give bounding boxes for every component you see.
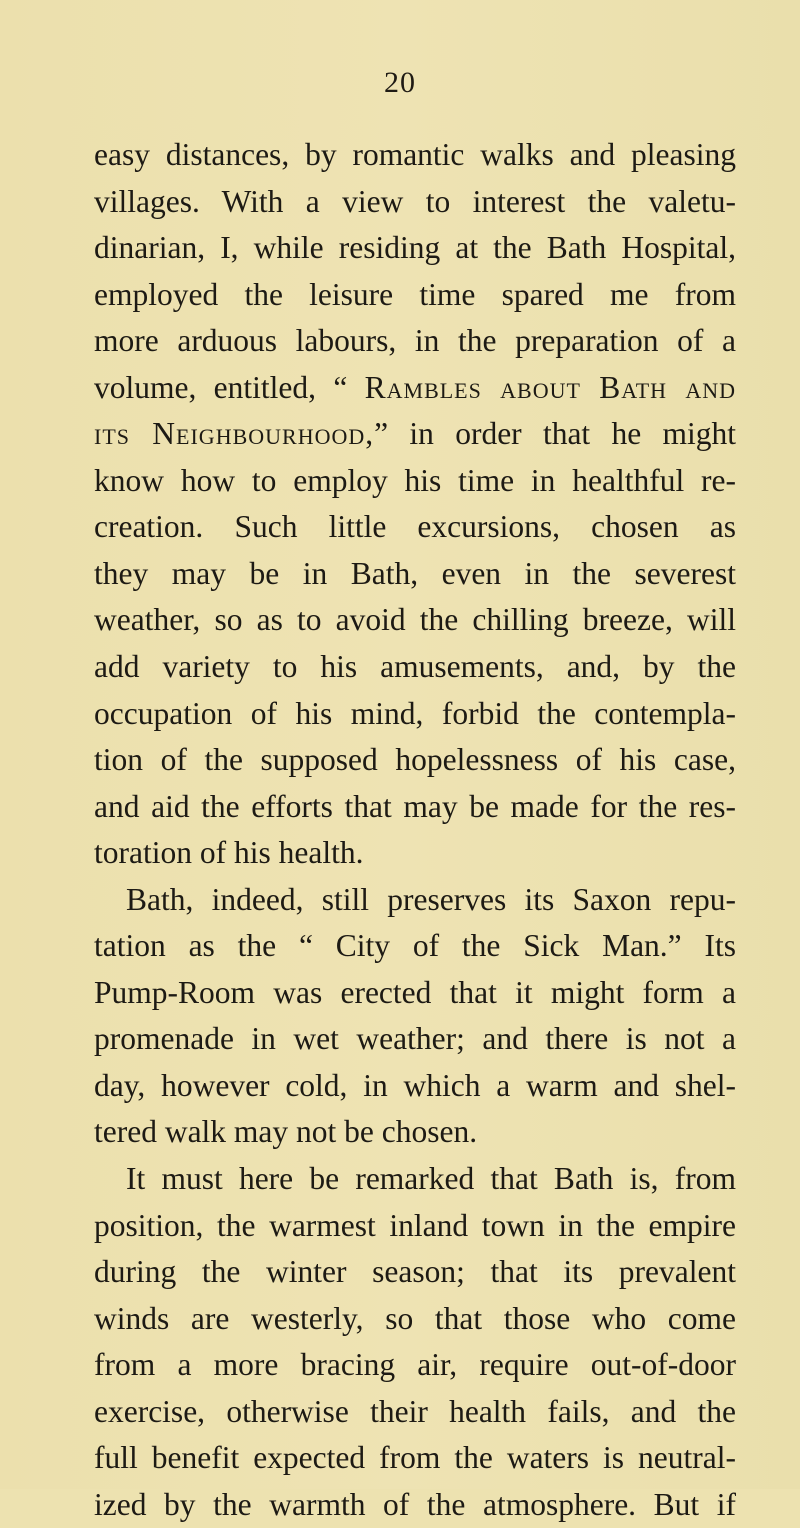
text-line: tation as the “ City of the Sick Man.” Its — [94, 928, 736, 964]
body-text — [94, 132, 736, 1528]
text-line: they may be in Bath, even in the severest — [94, 555, 736, 591]
book-title-small-caps: its Neighbourhood, — [94, 416, 375, 452]
text-line: easy distances, by romantic walks and pleasing — [94, 137, 736, 172]
text-fragment: volume, entitled, “ — [94, 369, 365, 405]
book-title-small-caps: Rambles about Bath and — [364, 369, 736, 405]
text-line: position, the warmest inland town in the empire — [94, 1207, 736, 1243]
text-line: more arduous labours, in the preparation of a — [94, 323, 736, 359]
text-line: toration of his health. — [94, 835, 364, 871]
text-line — [94, 365, 736, 412]
text-line: villages. With a view to interest the valetu- — [94, 183, 736, 219]
text-line: employed the leisure time spared me from — [94, 276, 736, 312]
text-line: full benefit expected from the waters is neutral- — [94, 1440, 736, 1476]
page-number: 20 — [384, 66, 416, 99]
text-line: promenade in wet weather; and there is not a — [94, 1021, 736, 1057]
text-line: tered walk may not be chosen. — [94, 1114, 478, 1150]
text-line: know how to employ his time in healthful re- — [94, 462, 736, 498]
text-line: exercise, otherwise their health fails, and the — [94, 1393, 736, 1429]
text-line: and aid the efforts that may be made for the res- — [94, 788, 736, 824]
text-line: day, however cold, in which a warm and shel- — [94, 1067, 736, 1103]
text-fragment: ” in order that he might — [374, 416, 737, 452]
text-line: It must here be remarked that Bath is, from — [126, 1161, 736, 1197]
text-line: creation. Such little excursions, chosen as — [94, 509, 736, 545]
text-line: dinarian, I, while residing at the Bath Hospital, — [94, 230, 736, 266]
text-line: Bath, indeed, still preserves its Saxon repu- — [126, 881, 736, 917]
text-line — [94, 411, 736, 458]
text-line: weather, so as to avoid the chilling breeze, will — [94, 602, 736, 638]
text-line: Pump-Room was erected that it might form a — [94, 974, 736, 1010]
text-line: from a more bracing air, require out-of-door — [94, 1347, 736, 1383]
text-line: add variety to his amusements, and, by the — [94, 649, 736, 685]
text-line: during the winter season; that its prevalent — [94, 1254, 736, 1290]
text-line: winds are westerly, so that those who come — [94, 1300, 736, 1336]
text-line: occupation of his mind, forbid the contempla- — [94, 695, 736, 731]
text-line: tion of the supposed hopelessness of his case, — [94, 742, 736, 778]
text-line: ized by the warmth of the atmosphere. But if — [94, 1486, 736, 1522]
